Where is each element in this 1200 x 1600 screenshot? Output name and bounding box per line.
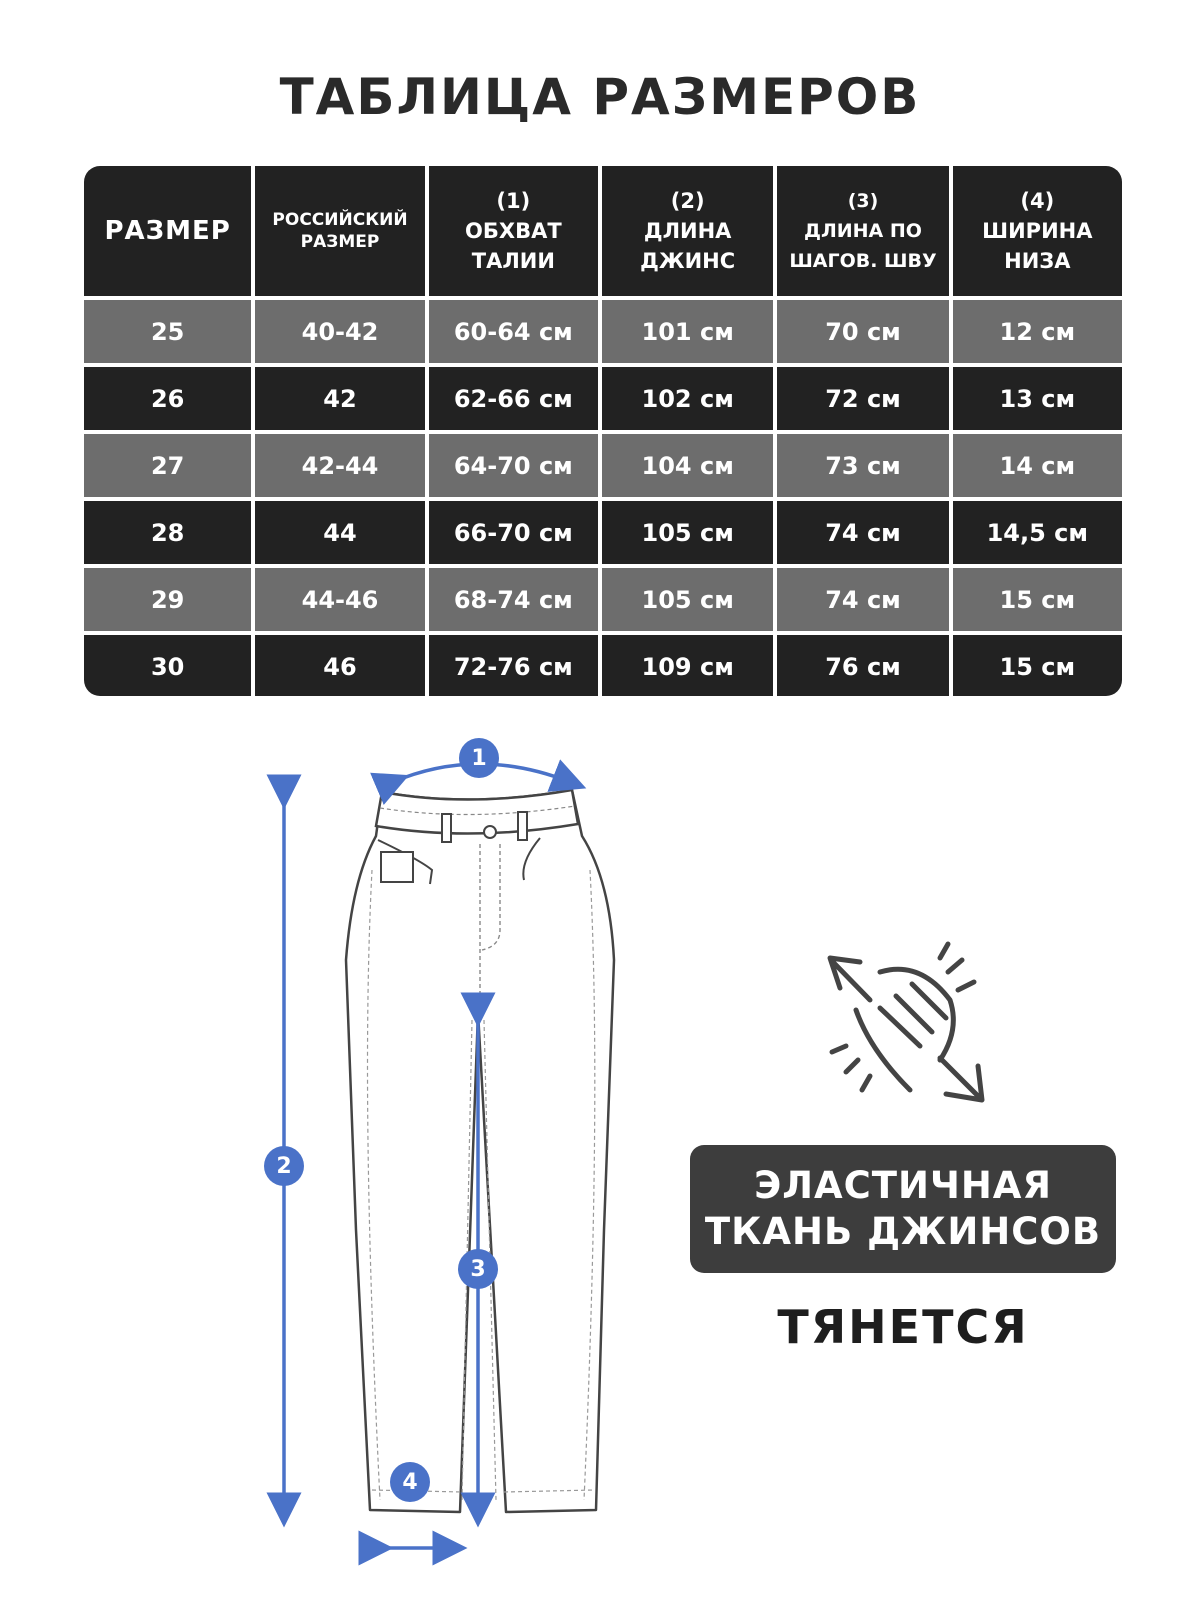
- table-cell: 74 см: [777, 568, 948, 631]
- header-hem-num: (4): [1020, 189, 1055, 213]
- elastic-fabric-line1: ЭЛАСТИЧНАЯ: [754, 1164, 1052, 1207]
- table-cell: 68-74 см: [429, 568, 598, 631]
- table-cell: 66-70 см: [429, 501, 598, 564]
- table-cell: 74 см: [777, 501, 948, 564]
- table-cell: 29: [84, 568, 251, 631]
- table-cell: 73 см: [777, 434, 948, 497]
- table-cell: 42: [255, 367, 424, 430]
- marker-2-badge: 2: [264, 1146, 304, 1186]
- stretches-label: ТЯНЕТСЯ: [777, 1300, 1029, 1354]
- table-cell: 46: [255, 635, 424, 696]
- header-waist-num: (1): [496, 189, 531, 213]
- table-cell: 44-46: [255, 568, 424, 631]
- table-cell: 70 см: [777, 300, 948, 363]
- table-cell: 40-42: [255, 300, 424, 363]
- header-waist-line1: ОБХВАТ: [465, 219, 562, 243]
- table-cell: 12 см: [953, 300, 1122, 363]
- table-cell: 13 см: [953, 367, 1122, 430]
- header-waist-line2: ТАЛИИ: [471, 249, 555, 273]
- table-cell: 42-44: [255, 434, 424, 497]
- table-cell: 102 см: [602, 367, 773, 430]
- table-cell: 28: [84, 501, 251, 564]
- table-cell: 109 см: [602, 635, 773, 696]
- table-cell: 15 см: [953, 568, 1122, 631]
- marker-4-badge: 4: [390, 1462, 430, 1502]
- header-length-line2: ДЖИНС: [640, 249, 736, 273]
- marker-3-badge: 3: [458, 1249, 498, 1289]
- table-cell: 26: [84, 367, 251, 430]
- header-russian-size-line1: РОССИЙСКИЙ: [272, 210, 408, 230]
- table-cell: 30: [84, 635, 251, 696]
- stretch-fabric-icon: [830, 944, 982, 1100]
- elastic-fabric-line2: ТКАНЬ ДЖИНСОВ: [704, 1210, 1102, 1253]
- header-length-line1: ДЛИНА: [643, 219, 732, 243]
- table-cell: 44: [255, 501, 424, 564]
- header-inseam-line2: ШАГОВ. ШВУ: [789, 250, 937, 272]
- header-hem-line2: НИЗА: [1004, 249, 1071, 273]
- table-cell: 62-66 см: [429, 367, 598, 430]
- table-cell: 15 см: [953, 635, 1122, 696]
- table-cell: 72 см: [777, 367, 948, 430]
- header-hem-line1: ШИРИНА: [982, 219, 1093, 243]
- table-cell: 60-64 см: [429, 300, 598, 363]
- table-cell: 72-76 см: [429, 635, 598, 696]
- table-cell: 101 см: [602, 300, 773, 363]
- table-cell: 104 см: [602, 434, 773, 497]
- table-cell: 14 см: [953, 434, 1122, 497]
- header-inseam-num: (3): [847, 190, 879, 212]
- page-title: ТАБЛИЦА РАЗМЕРОВ: [279, 68, 921, 126]
- table-cell: 27: [84, 434, 251, 497]
- table-cell: 14,5 см: [953, 501, 1122, 564]
- table-cell: 64-70 см: [429, 434, 598, 497]
- header-length-num: (2): [670, 189, 705, 213]
- table-cell: 25: [84, 300, 251, 363]
- marker-1-badge: 1: [459, 738, 499, 778]
- table-cell: 105 см: [602, 501, 773, 564]
- elastic-fabric-banner: [690, 1145, 1116, 1273]
- header-size-label: РАЗМЕР: [104, 216, 231, 246]
- jeans-outline: [346, 790, 614, 1512]
- header-russian-size-line2: РАЗМЕР: [300, 232, 380, 252]
- table-cell: 105 см: [602, 568, 773, 631]
- table-cell: 76 см: [777, 635, 948, 696]
- header-inseam-line1: ДЛИНА ПО: [804, 220, 922, 242]
